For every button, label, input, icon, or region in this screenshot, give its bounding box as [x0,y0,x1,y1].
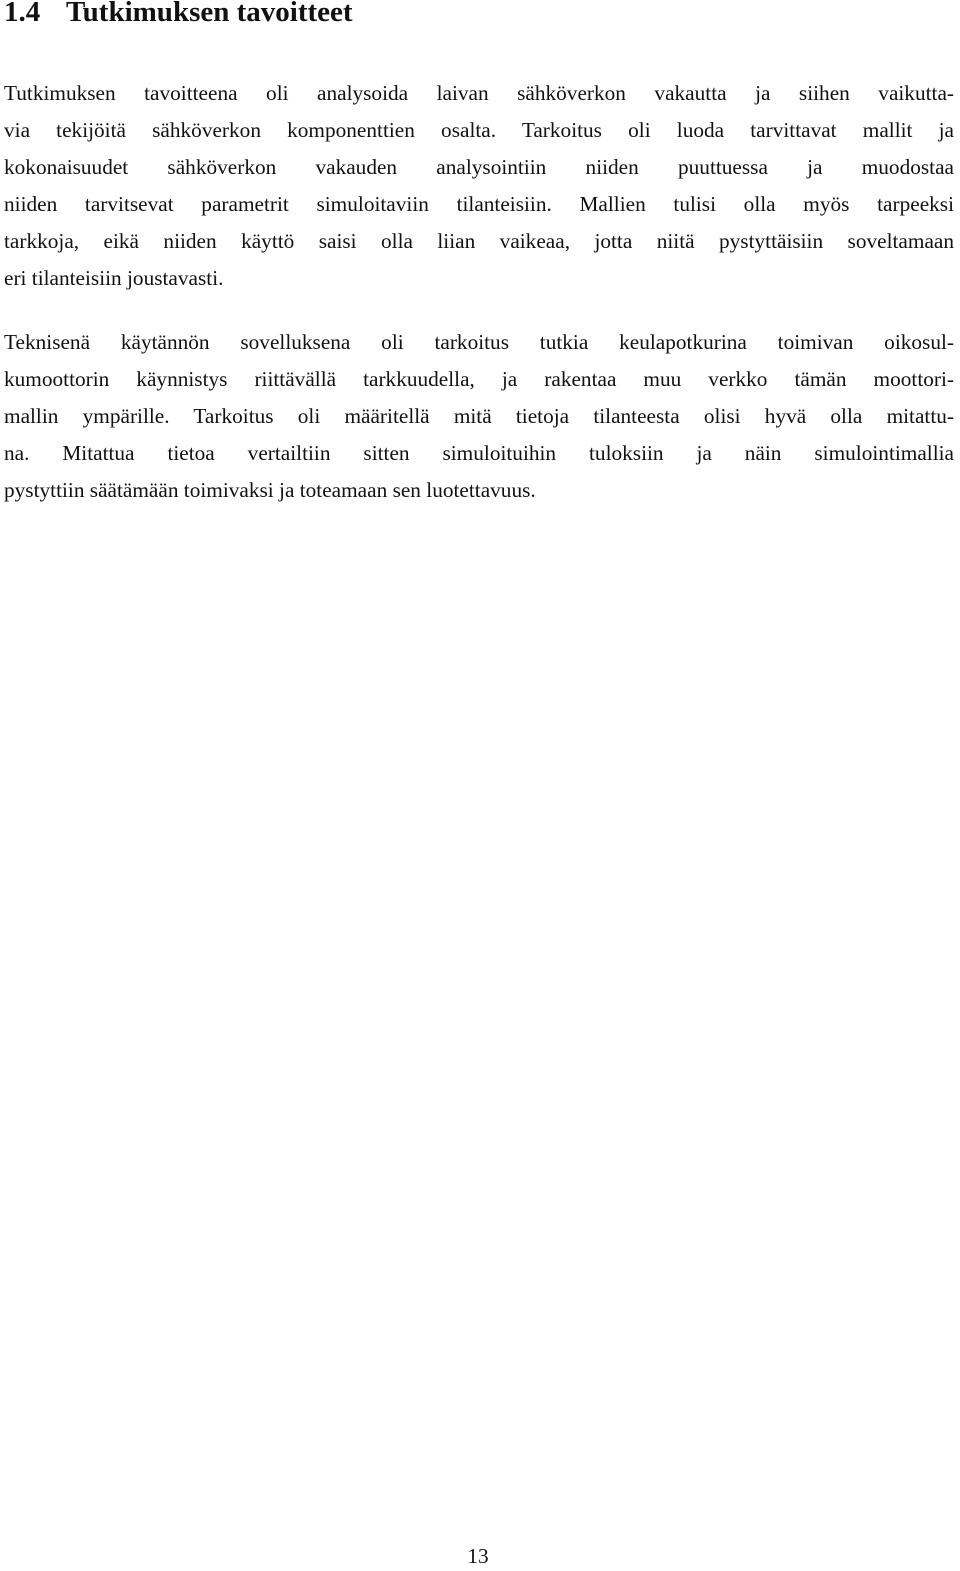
text-line: via tekijöitä sähköverkon komponenttien osalta. Tarkoitus oli luoda tarvittavat mallit ja [4,118,954,142]
text-line: eri tilanteisiin joustavasti. [4,266,224,290]
text-line: Teknisenä käytännön sovelluksena oli tarkoitus tutkia keulapotkurina toimivan oikosul- [4,330,954,354]
section-number: 1.4 [4,0,41,28]
text-line: mallin ympärille. Tarkoitus oli määritellä mitä tietoja tilanteesta olisi hyvä olla mitattu- [4,404,954,428]
text-line: na. Mitattua tietoa vertailtiin sitten simuloituihin tuloksiin ja näin simulointimallia [4,441,954,465]
section-heading [4,0,353,30]
section-title: Tutkimuksen tavoitteet [66,0,353,28]
text-line: kokonaisuudet sähköverkon vakauden analysointiin niiden puuttuessa ja muodostaa [4,155,954,179]
text-line: niiden tarvitsevat parametrit simuloitaviin tilanteisiin. Mallien tulisi olla myös tarpeeksi [4,192,954,216]
text-line: pystyttiin säätämään toimivaksi ja toteamaan sen luotettavuus. [4,478,536,502]
text-line: Tutkimuksen tavoitteena oli analysoida laivan sähköverkon vakautta ja siihen vaikutta- [4,81,954,105]
text-line: kumoottorin käynnistys riittävällä tarkkuudella, ja rakentaa muu verkko tämän moottori- [4,367,954,391]
text-line: tarkkoja, eikä niiden käyttö saisi olla liian vaikeaa, jotta niitä pystyttäisiin soveltamaan [4,229,954,253]
page-number: 13 [467,1544,489,1568]
